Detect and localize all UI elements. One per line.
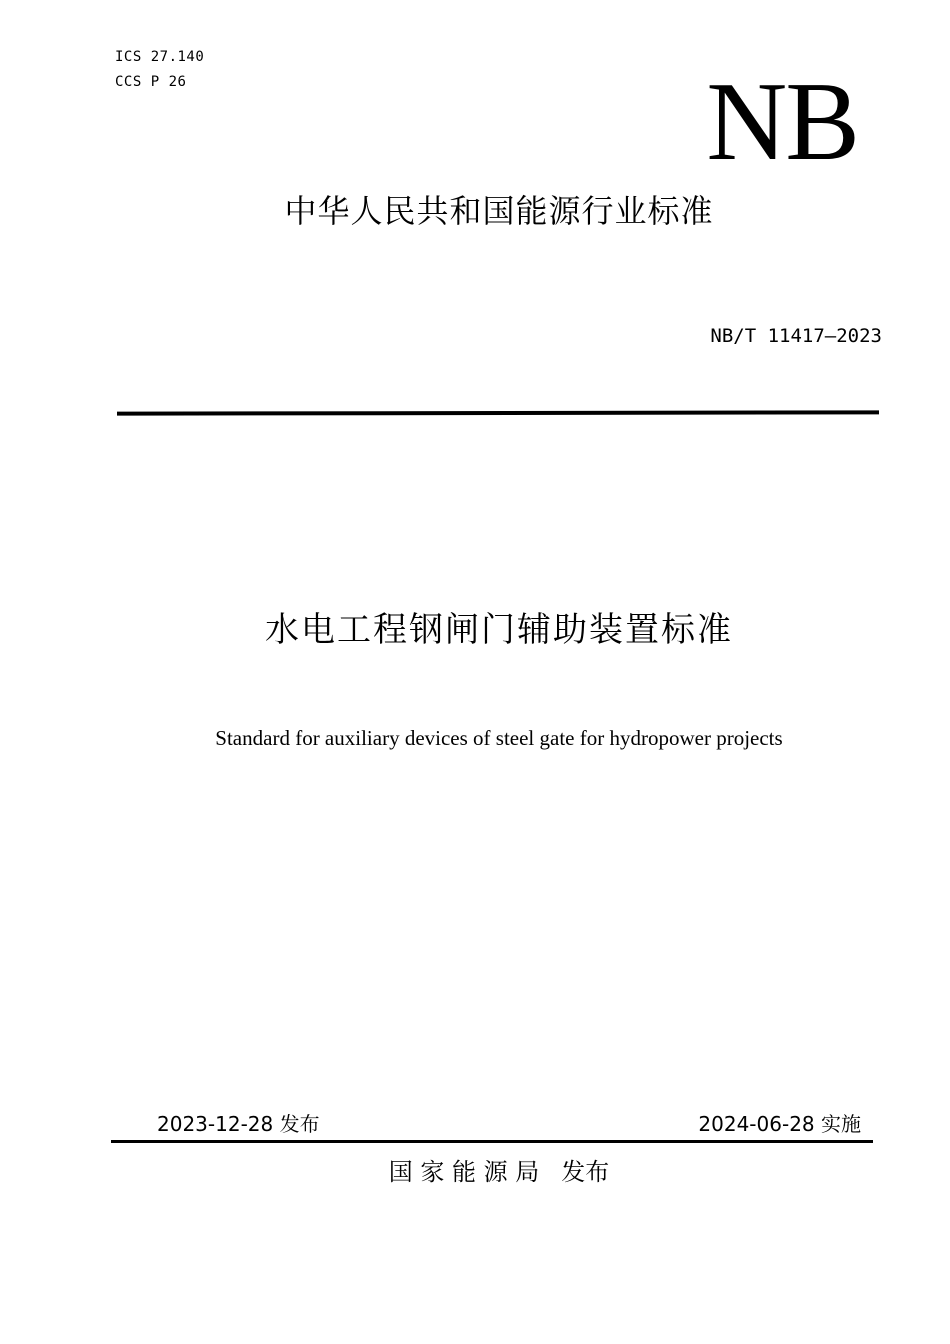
implementation-date: 2024-06-28 实施: [698, 1112, 861, 1136]
ics-code: ICS 27.140: [115, 49, 205, 65]
publisher-line: [0, 1155, 950, 1189]
issue-date: 2023-12-28 发布: [157, 1112, 320, 1136]
publisher-action: 发布: [561, 1158, 610, 1186]
document-title-en: Standard for auxiliary devices of steel gate for hydropower projects: [215, 726, 783, 750]
standard-number: NB/T 11417—2023: [710, 325, 882, 347]
top-divider: [117, 410, 879, 415]
bottom-divider: [111, 1140, 873, 1143]
issuer-title: 中华人民共和国能源行业标准: [284, 192, 714, 230]
publisher-name: 国 家 能 源 局: [388, 1158, 540, 1186]
ccs-code: CCS P 26: [115, 74, 187, 90]
document-title-cn: 水电工程钢闸门辅助装置标准: [265, 610, 733, 650]
nb-logo: NB: [706, 60, 858, 184]
